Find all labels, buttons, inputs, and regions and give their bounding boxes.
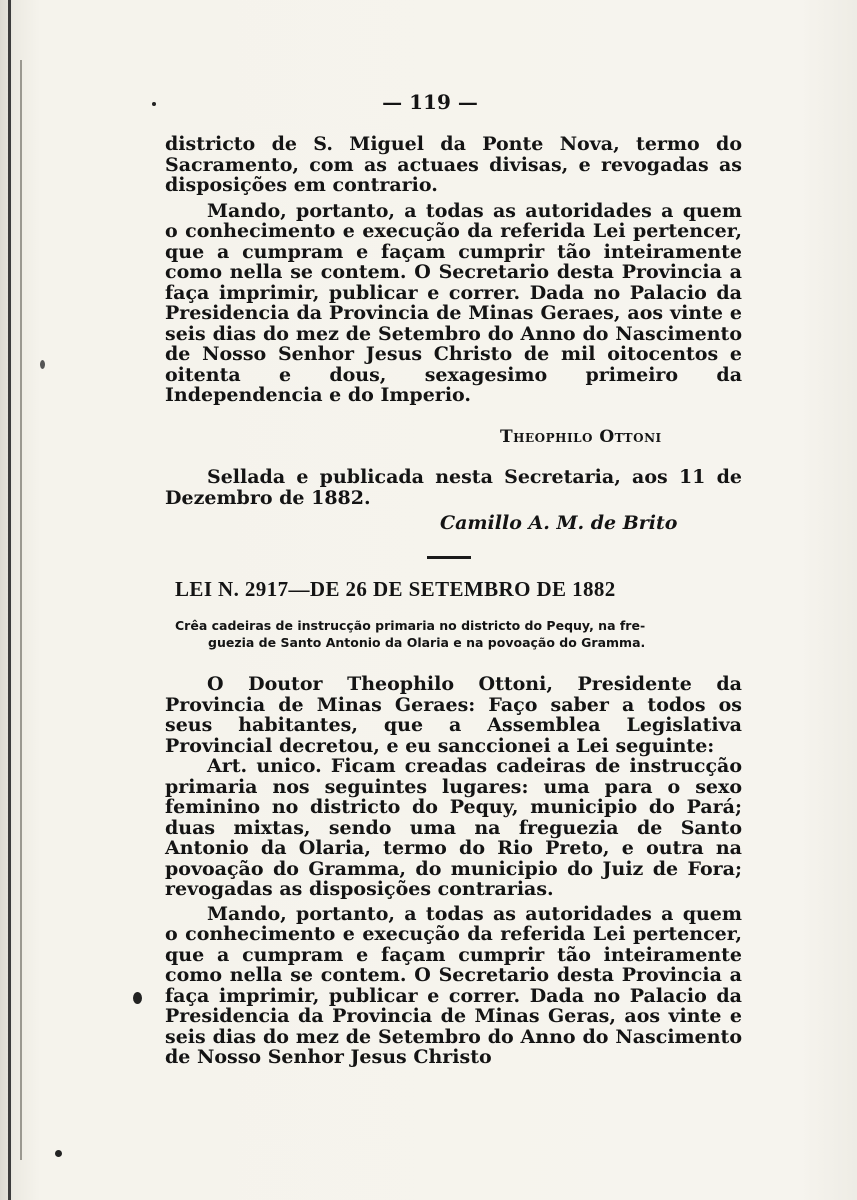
sellada-block [165,467,742,508]
law-summary [175,618,740,651]
ink-speck [55,1150,62,1157]
body-block-law [165,674,742,1068]
body-block-top [165,134,742,406]
article-paragraph: Art. unico. Ficam creadas cadeiras de instrucção primaria nos seguintes lugares: uma para o sexo feminino no districto do Pequy, municipio do Pará; duas mixtas, sendo uma na freguezia de Santo Antonio da Olaria, termo do Rio Preto, e outra na povoação do Gramma, do municipio do Juiz de Fora; revogadas as disposições contrarias. [165,755,742,900]
section-rule [427,556,471,559]
sellada-paragraph: Sellada e publicada nesta Secretaria, aos 11 de Dezembro de 1882. [165,466,742,509]
ink-speck [40,360,45,369]
continuation-paragraph: districto de S. Miguel da Ponte Nova, termo do Sacramento, com as actuaes divisas, e revogadas as disposições em contrario. [165,133,742,196]
law-heading: LEI N. 2917—DE 26 DE SETEMBRO DE 1882 [175,577,616,601]
signatory-brito: Camillo A. M. de Brito [440,512,678,534]
page-number: — 119 — [382,90,478,114]
signatory-ottoni: Theophilo Ottoni [500,427,662,447]
ink-speck [152,102,156,106]
mando-paragraph-1: Mando, portanto, a todas as autoridades a quem o conhecimento e execução da referida Lei pertencer, que a cumpram e façam cumprir tão inteiramente como nella se contem. O Secretario desta Provincia a faça imprimir, publicar e correr. Dada no Palacio da Presidencia da Provincia de Minas Geraes, aos vinte e seis dias do mez de Setembro do Anno do Nascimento de Nosso Senhor Jesus Christo de mil oitocentos e oitenta e dous, sexagesimo primeiro da Independencia e do Imperio. [165,199,742,406]
mando-paragraph-2: Mando, portanto, a todas as autoridades a quem o conhecimento e execução da referida Lei pertencer, que a cumpram e façam cumprir tão inteiramente como nella se contem. O Secretario desta Provincia a faça imprimir, publicar e correr. Dada no Palacio da Presidencia da Provincia de Minas Geras, aos vinte e seis dias do mez de Setembro do Anno do Nascimento de Nosso Senhor Jesus Christo [165,902,742,1068]
binding-edge [8,0,11,1200]
ink-speck [133,992,142,1004]
binding-shadow [20,60,22,1160]
preamble-paragraph: O Doutor Theophilo Ottoni, Presidente da Provincia de Minas Geraes: Faço saber a todos os seus habitantes, que a Assemblea Legislativa Provincial decretou, e eu sanccionei a Lei seguinte: [165,673,742,757]
law-summary-line-2: guezia de Santo Antonio da Olaria e na povoação do Gramma. [208,634,646,650]
law-summary-line-1: Crêa cadeiras de instrucção primaria no districto do Pequy, na fre- [175,618,646,633]
